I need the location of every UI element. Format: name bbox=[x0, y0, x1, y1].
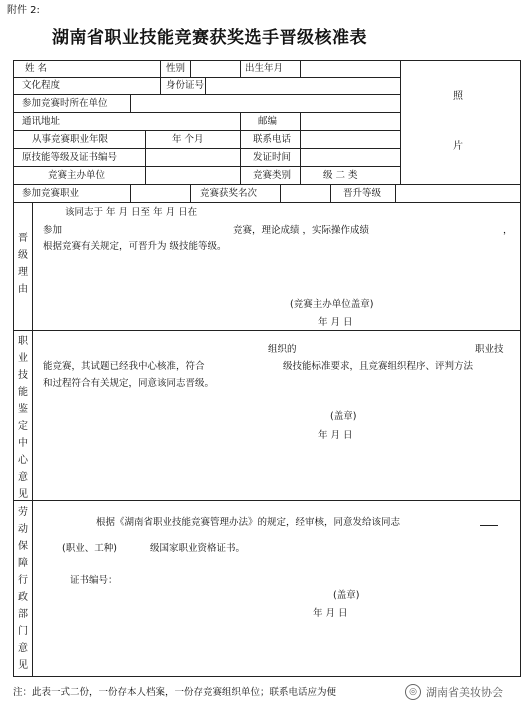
photo-label-1: 照 bbox=[453, 91, 463, 102]
center-line-2a: 能竞赛，其试题已经我中心核准，符合 bbox=[43, 361, 205, 372]
watermark-text: 湖南省美妆协会 bbox=[426, 686, 503, 699]
center-line-1b: 职业技 bbox=[475, 344, 504, 355]
reason-date: 年 月 日 bbox=[318, 317, 353, 328]
category-value: 级 二 类 bbox=[323, 170, 358, 181]
labor-line-1: 根据《湖南省职业技能竞赛管理办法》的规定，经审核，同意发给该同志 bbox=[96, 517, 401, 528]
reason-seal: (竞赛主办单位盖章) bbox=[290, 299, 374, 310]
award-rank-label: 竞赛获奖名次 bbox=[200, 188, 258, 199]
labor-blank-underline bbox=[480, 525, 498, 526]
workplace-label: 参加竞赛时所在单位 bbox=[22, 98, 108, 109]
attachment-label: 附件 2: bbox=[7, 5, 40, 16]
phone-label: 联系电话 bbox=[253, 134, 292, 145]
reason-line-2a: 参加 bbox=[43, 225, 63, 236]
years-label: 从事竞赛职业年限 bbox=[32, 134, 109, 145]
center-side-label: 职业技能鉴定中心意见 bbox=[18, 336, 28, 500]
organizer-label: 竞赛主办单位 bbox=[48, 170, 106, 181]
education-label: 文化程度 bbox=[22, 80, 61, 91]
original-level-label: 原技能等级及证书编号 bbox=[22, 152, 118, 163]
reason-side-label: 晋级理由 bbox=[18, 233, 28, 295]
issue-time-label: 发证时间 bbox=[253, 152, 292, 163]
photo-label-2: 片 bbox=[453, 141, 463, 152]
category-label: 竞赛类别 bbox=[253, 170, 292, 181]
form-title: 湖南省职业技能竞赛获奖选手晋级核准表 bbox=[52, 28, 367, 48]
labor-side-label: 劳动保障行政部门意见 bbox=[18, 507, 28, 671]
center-line-2b: 级技能标准要求，且竞赛组织程序、评判方法 bbox=[283, 361, 474, 372]
labor-line-2b: 级国家职业资格证书。 bbox=[150, 543, 246, 554]
reason-line-2b: 竞赛，理论成绩 ，实际操作成绩 bbox=[233, 225, 370, 236]
center-line-3: 和过程符合有关规定，同意该同志晋级。 bbox=[43, 378, 215, 389]
occupation-label: 参加竞赛职业 bbox=[22, 188, 80, 199]
years-value: 年 个月 bbox=[172, 134, 204, 145]
labor-line-2a: (职业、工种) bbox=[62, 543, 117, 554]
cert-number-label: 证书编号： bbox=[70, 575, 118, 586]
center-line-1a: 组织的 bbox=[268, 344, 297, 355]
footer-note: 注：此表一式二份，一份存本人档案，一份存竞赛组织单位；联系电话应为便 bbox=[13, 687, 337, 698]
labor-seal: (盖章) bbox=[333, 590, 360, 601]
address-label: 通讯地址 bbox=[22, 116, 61, 127]
promotion-level-label: 晋升等级 bbox=[343, 188, 382, 199]
center-date: 年 月 日 bbox=[318, 430, 353, 441]
birth-label: 出生年月 bbox=[245, 63, 284, 74]
postcode-label: 邮编 bbox=[258, 116, 278, 127]
reason-line-3: 根据竞赛有关规定，可晋升为 级技能等级。 bbox=[43, 241, 227, 252]
name-label: 姓 名 bbox=[25, 63, 48, 74]
id-label: 身份证号 bbox=[166, 80, 205, 91]
chat-bubble-icon: ◎ bbox=[405, 684, 421, 700]
reason-line-1: 该同志于 年 月 日至 年 月 日在 bbox=[65, 207, 198, 218]
center-seal: (盖章) bbox=[330, 411, 357, 422]
reason-line-2c: ， bbox=[503, 225, 513, 236]
gender-label: 性别 bbox=[166, 63, 186, 74]
labor-date: 年 月 日 bbox=[313, 608, 348, 619]
